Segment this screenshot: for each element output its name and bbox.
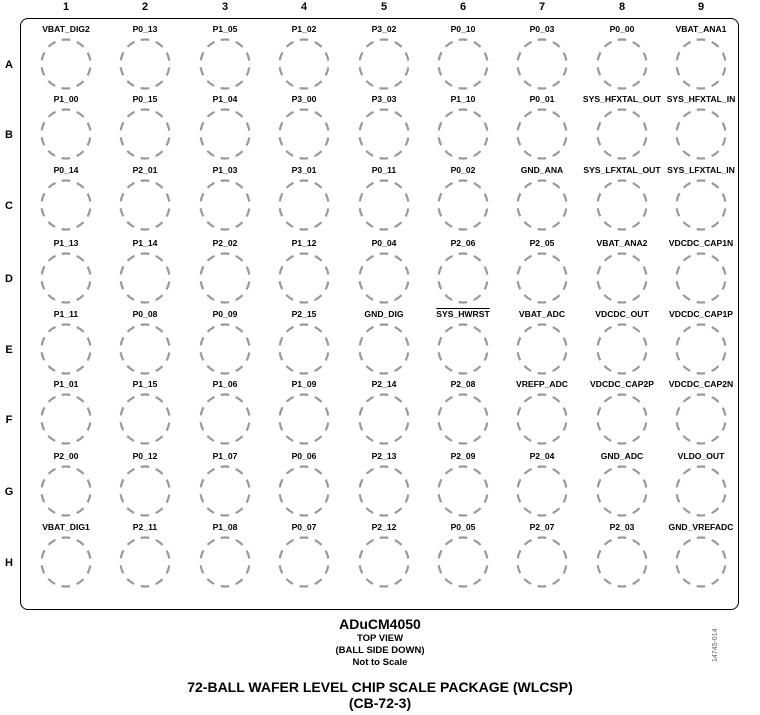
ball-circle-icon <box>358 323 410 375</box>
ball-circle-icon <box>437 393 489 445</box>
ball-pin-name: P0_03 <box>529 24 555 34</box>
ball-pin-name: P0_01 <box>529 94 555 104</box>
ball-circle-icon <box>596 323 648 375</box>
ball-pin-name: GND_DIG <box>364 309 404 319</box>
ball-circle-icon <box>40 179 92 231</box>
ball-circle-icon <box>278 323 330 375</box>
ball-pin-name: P1_05 <box>212 24 238 34</box>
ball-pin-name: SYS_LFXTAL_IN <box>667 165 735 175</box>
ball-circle-icon <box>199 252 251 304</box>
ball-pin-name: P1_07 <box>212 451 238 461</box>
ball-circle-icon <box>358 108 410 160</box>
ball-circle-icon <box>40 323 92 375</box>
ball-pin-name: P1_15 <box>132 379 158 389</box>
ball-circle-icon <box>675 179 727 231</box>
row-label: A <box>5 59 13 71</box>
ball-A9 <box>646 24 756 90</box>
ball-circle-icon <box>199 393 251 445</box>
column-label: 3 <box>221 1 229 13</box>
ball-circle-icon <box>278 393 330 445</box>
ball-pin-name: SYS_HFXTAL_OUT <box>582 94 662 104</box>
column-label: 8 <box>618 1 626 13</box>
ball-circle-icon <box>40 465 92 517</box>
ball-pin-name: VBAT_ANA1 <box>675 24 727 34</box>
ball-pin-name: P2_04 <box>529 451 555 461</box>
ball-pin-name: P0_06 <box>291 451 317 461</box>
ball-circle-icon <box>119 465 171 517</box>
ball-circle-icon <box>596 108 648 160</box>
orientation-label: (BALL SIDE DOWN) <box>335 645 425 656</box>
ball-pin-name: P1_14 <box>132 238 158 248</box>
ball-pin-name: VDCDC_CAP2N <box>668 379 734 389</box>
ball-pin-name: VBAT_ADC <box>518 309 566 319</box>
ball-circle-icon <box>516 252 568 304</box>
ball-circle-icon <box>437 179 489 231</box>
row-label: E <box>5 344 13 356</box>
ball-circle-icon <box>119 536 171 588</box>
ball-pin-name: SYS_HFXTAL_IN <box>666 94 736 104</box>
ball-pin-name: P2_05 <box>529 238 555 248</box>
ball-circle-icon <box>675 108 727 160</box>
ball-circle-icon <box>40 393 92 445</box>
ball-circle-icon <box>516 38 568 90</box>
ball-circle-icon <box>278 108 330 160</box>
ball-pin-name: VDCDC_CAP2P <box>590 379 654 389</box>
ball-circle-icon <box>278 179 330 231</box>
part-number: ADuCM4050 <box>339 616 421 632</box>
ball-pin-name: P0_00 <box>609 24 635 34</box>
ball-circle-icon <box>516 465 568 517</box>
column-label: 7 <box>538 1 546 13</box>
ball-pin-name: GND_ANA <box>520 165 564 175</box>
column-label: 1 <box>62 1 70 13</box>
ball-circle-icon <box>516 323 568 375</box>
ball-pin-name: P1_00 <box>53 94 79 104</box>
ball-pin-name: P2_11 <box>132 522 158 532</box>
column-label: 5 <box>380 1 388 13</box>
ball-pin-name: SYS_LFXTAL_OUT <box>583 165 661 175</box>
column-label: 9 <box>697 1 705 13</box>
ball-pin-name: P0_04 <box>371 238 397 248</box>
ball-circle-icon <box>358 465 410 517</box>
ball-circle-icon <box>675 38 727 90</box>
ball-circle-icon <box>119 252 171 304</box>
ball-circle-icon <box>358 179 410 231</box>
ball-pin-name: P2_03 <box>609 522 635 532</box>
ball-circle-icon <box>278 536 330 588</box>
row-label: H <box>5 557 13 569</box>
ball-circle-icon <box>119 323 171 375</box>
ball-pin-name: P0_12 <box>132 451 158 461</box>
ball-pin-name: P1_08 <box>212 522 238 532</box>
ball-circle-icon <box>40 536 92 588</box>
ball-circle-icon <box>358 252 410 304</box>
view-label: TOP VIEW <box>356 633 404 644</box>
ball-circle-icon <box>199 38 251 90</box>
ball-circle-icon <box>675 536 727 588</box>
ball-F9 <box>646 379 756 445</box>
ball-pin-name: P1_03 <box>212 165 238 175</box>
ball-B9 <box>646 94 756 160</box>
column-label: 2 <box>141 1 149 13</box>
scale-note: Not to Scale <box>352 657 408 668</box>
ball-circle-icon <box>358 393 410 445</box>
ball-circle-icon <box>278 252 330 304</box>
ball-circle-icon <box>278 465 330 517</box>
ball-pin-name: P1_12 <box>291 238 317 248</box>
ball-pin-name: P2_00 <box>53 451 79 461</box>
ball-circle-icon <box>40 38 92 90</box>
ball-circle-icon <box>119 179 171 231</box>
ball-pin-name: P0_10 <box>450 24 476 34</box>
ball-pin-name: P2_14 <box>371 379 397 389</box>
ball-circle-icon <box>516 536 568 588</box>
ball-pin-name: P2_06 <box>450 238 476 248</box>
ball-circle-icon <box>437 323 489 375</box>
ball-pin-name: VREFP_ADC <box>515 379 569 389</box>
ball-circle-icon <box>119 108 171 160</box>
ball-pin-name: P0_02 <box>450 165 476 175</box>
ball-pin-name: P0_15 <box>132 94 158 104</box>
ball-circle-icon <box>675 323 727 375</box>
row-label: C <box>5 200 13 212</box>
ball-pin-name: P0_05 <box>450 522 476 532</box>
ball-circle-icon <box>358 38 410 90</box>
ball-circle-icon <box>596 393 648 445</box>
ball-circle-icon <box>437 536 489 588</box>
ball-circle-icon <box>199 536 251 588</box>
ball-circle-icon <box>437 108 489 160</box>
ball-circle-icon <box>596 536 648 588</box>
ball-pin-name: P1_13 <box>53 238 79 248</box>
row-label: F <box>5 414 13 426</box>
ball-circle-icon <box>40 108 92 160</box>
ball-pin-name: VDCDC_OUT <box>595 309 649 319</box>
ball-pin-name: VDCDC_CAP1N <box>668 238 734 248</box>
ball-pin-name: P1_01 <box>53 379 79 389</box>
figure-id: 14745-014 <box>712 628 719 662</box>
ball-pin-name: P3_02 <box>371 24 397 34</box>
ball-circle-icon <box>596 38 648 90</box>
ball-pin-name: P0_07 <box>291 522 317 532</box>
ball-pin-name: P3_00 <box>291 94 317 104</box>
ball-pin-name: P2_12 <box>371 522 397 532</box>
ball-pin-name: P0_08 <box>132 309 158 319</box>
ball-C9 <box>646 165 756 231</box>
ball-pin-name: P1_09 <box>291 379 317 389</box>
ball-pin-name: VBAT_DIG1 <box>42 522 90 532</box>
ball-circle-icon <box>437 252 489 304</box>
ball-pin-name: P2_09 <box>450 451 476 461</box>
ball-G9 <box>646 451 756 517</box>
ball-circle-icon <box>119 38 171 90</box>
column-label: 6 <box>459 1 467 13</box>
ball-circle-icon <box>119 393 171 445</box>
ball-pin-name: P0_11 <box>371 165 397 175</box>
ball-H9 <box>646 522 756 588</box>
ball-circle-icon <box>358 536 410 588</box>
ball-pin-name: P1_04 <box>212 94 238 104</box>
ball-pin-name: P0_13 <box>132 24 158 34</box>
row-label: D <box>5 273 13 285</box>
ball-pin-name: P2_15 <box>291 309 317 319</box>
ball-pin-name: P0_14 <box>53 165 79 175</box>
row-label: B <box>5 129 13 141</box>
ball-circle-icon <box>278 38 330 90</box>
package-title: 72-BALL WAFER LEVEL CHIP SCALE PACKAGE (WLCSP) <box>187 679 573 695</box>
ball-pin-name: P1_06 <box>212 379 238 389</box>
ball-circle-icon <box>437 38 489 90</box>
ball-circle-icon <box>40 252 92 304</box>
ball-circle-icon <box>675 465 727 517</box>
ball-pin-name: VLDO_OUT <box>677 451 725 461</box>
ball-pin-name: GND_ADC <box>600 451 644 461</box>
ball-circle-icon <box>596 179 648 231</box>
ball-pin-name: P1_02 <box>291 24 317 34</box>
ball-circle-icon <box>516 393 568 445</box>
ball-pin-name: GND_VREFADC <box>668 522 734 532</box>
ball-pin-name: P2_02 <box>212 238 238 248</box>
package-code: (CB-72-3) <box>348 695 412 711</box>
ball-D9 <box>646 238 756 304</box>
ball-circle-icon <box>516 179 568 231</box>
ball-pin-name: VBAT_DIG2 <box>42 24 90 34</box>
ball-circle-icon <box>596 465 648 517</box>
ball-circle-icon <box>199 465 251 517</box>
ball-pin-name: P3_01 <box>291 165 317 175</box>
ball-pin-name: P2_13 <box>371 451 397 461</box>
ball-circle-icon <box>199 323 251 375</box>
ball-pin-name: SYS_HWRST <box>436 309 490 319</box>
row-label: G <box>4 486 14 498</box>
column-label: 4 <box>300 1 308 13</box>
ball-pin-name: P2_01 <box>132 165 158 175</box>
ball-pin-name: VBAT_ANA2 <box>596 238 648 248</box>
ball-pin-name: VDCDC_CAP1P <box>669 309 733 319</box>
ball-circle-icon <box>675 252 727 304</box>
ball-circle-icon <box>437 465 489 517</box>
ball-pin-name: P3_03 <box>371 94 397 104</box>
ball-circle-icon <box>596 252 648 304</box>
ball-pin-name: P1_11 <box>53 309 79 319</box>
ball-circle-icon <box>199 179 251 231</box>
ball-circle-icon <box>516 108 568 160</box>
ball-pin-name: P2_08 <box>450 379 476 389</box>
ball-pin-name: P0_09 <box>212 309 238 319</box>
ball-pin-name: P1_10 <box>450 94 476 104</box>
ball-pin-name: P2_07 <box>529 522 555 532</box>
ball-circle-icon <box>675 393 727 445</box>
ball-circle-icon <box>199 108 251 160</box>
ball-E9 <box>646 309 756 375</box>
